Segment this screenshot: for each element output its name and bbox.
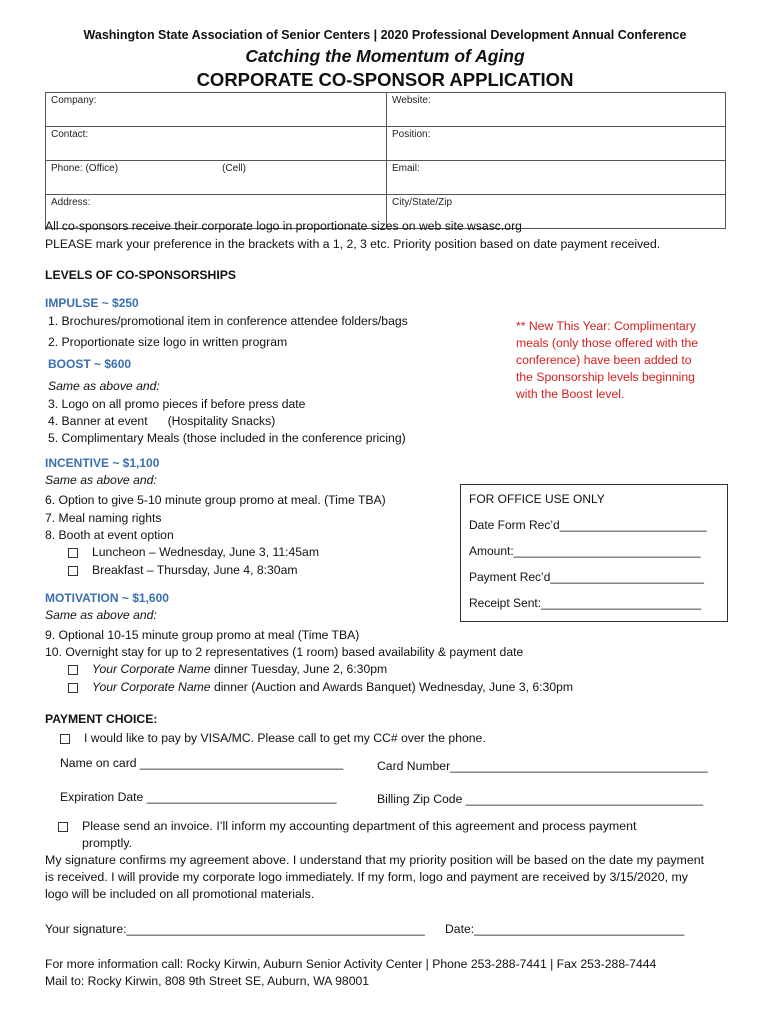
agreement-text: My signature confirms my agreement above. I understand that my priority position will be based on the date my payment is received. I will provide my corporate logo immediately. If my form, logo and payment are received by 3/15/2020, my logo will be included on all promotional materials. (45, 853, 705, 901)
visa-option[interactable]: I would like to pay by VISA/MC. Please call to get my CC# over the phone. (60, 731, 486, 745)
list-item: 1. Brochures/promotional item in conference attendee folders/bags (48, 314, 408, 328)
date-field[interactable]: Date:_______________________________ (445, 922, 685, 936)
boost-same: Same as above and: (48, 379, 160, 393)
contact-field[interactable]: Contact: (46, 127, 387, 161)
footer-mail: Mail to: Rocky Kirwin, 808 9th Street SE, Auburn, WA 98001 (45, 974, 370, 988)
motivation-title: MOTIVATION ~ $1,600 (45, 591, 169, 605)
levels-heading: LEVELS OF CO-SPONSORSHIPS (45, 268, 236, 282)
list-item: 7. Meal naming rights (45, 511, 162, 525)
office-use-box (460, 484, 728, 622)
list-item: 8. Booth at event option (45, 528, 174, 542)
date-form-received[interactable]: Date Form Rec’d______________________ (469, 518, 707, 532)
boost-title: BOOST ~ $600 (48, 357, 132, 371)
email-field[interactable]: Email: (387, 161, 726, 195)
dinner-wednesday-option[interactable]: Your Corporate Name dinner (Auction and Awards Banquet) Wednesday, June 3, 6:30pm (68, 680, 573, 694)
list-item: 5. Complimentary Meals (those included in the conference pricing) (48, 431, 406, 445)
motivation-same: Same as above and: (45, 608, 157, 622)
card-number-field[interactable]: Card Number______________________________________ (377, 759, 708, 773)
company-field[interactable]: Company: (46, 93, 387, 127)
incentive-same: Same as above and: (45, 473, 157, 487)
incentive-title: INCENTIVE ~ $1,100 (45, 456, 160, 470)
list-item: 6. Option to give 5-10 minute group promo at meal. (Time TBA) (45, 493, 386, 507)
receipt-sent[interactable]: Receipt Sent:________________________ (469, 596, 702, 610)
expiration-field[interactable]: Expiration Date ____________________________ (60, 790, 337, 804)
checkbox[interactable] (68, 548, 78, 558)
checkbox[interactable] (68, 665, 78, 675)
dinner-tuesday-option[interactable]: Your Corporate Name dinner Tuesday, June 2, 6:30pm (68, 662, 387, 676)
checkbox[interactable] (68, 683, 78, 693)
list-item: 10. Overnight stay for up to 2 representatives (1 room) based availability & payment date (45, 645, 524, 659)
name-on-card-field[interactable]: Name on card ______________________________ (60, 756, 344, 770)
checkbox[interactable] (68, 566, 78, 576)
list-item: 2. Proportionate size logo in written program (48, 335, 288, 349)
impulse-title: IMPULSE ~ $250 (45, 296, 139, 310)
phone-field[interactable]: Phone: (Office) (Cell) (46, 161, 387, 195)
breakfast-option[interactable]: Breakfast – Thursday, June 4, 8:30am (68, 563, 298, 577)
checkbox[interactable] (60, 734, 70, 744)
billing-zip-field[interactable]: Billing Zip Code ___________________________________ (377, 792, 703, 806)
list-item: 9. Optional 10-15 minute group promo at meal (Time TBA) (45, 628, 360, 642)
luncheon-option[interactable]: Luncheon – Wednesday, June 3, 11:45am (68, 545, 319, 559)
new-this-year-note: ** New This Year: Complimentary meals (only those offered with the conference) have been added to the Sponsorship levels beginning with the Boost level. (516, 319, 699, 401)
footer-info: For more information call: Rocky Kirwin, Auburn Senior Activity Center | Phone 253-288-7441 | Fax 253-288-7444 (45, 957, 657, 971)
cell-label: (Cell) (222, 163, 246, 174)
website-field[interactable]: Website: (387, 93, 726, 127)
contact-info-table (45, 92, 726, 229)
payment-received[interactable]: Payment Rec’d_______________________ (469, 570, 704, 584)
list-item: 4. Banner at event (Hospitality Snacks) (48, 414, 276, 428)
org-line: Washington State Association of Senior Centers | 2020 Professional Development Annual Conference (83, 28, 687, 42)
address-field[interactable]: Address: (46, 195, 387, 229)
invoice-option[interactable]: Please send an invoice. I’ll inform my accounting department of this agreement and process payment promptly. (58, 818, 678, 852)
payment-heading: PAYMENT CHOICE: (45, 712, 158, 726)
page-title: CORPORATE CO-SPONSOR APPLICATION (196, 69, 574, 90)
intro-line-2: PLEASE mark your preference in the brackets with a 1, 2, 3 etc. Priority position based on date payment received. (45, 237, 661, 251)
checkbox[interactable] (58, 822, 68, 832)
city-state-zip-field[interactable]: City/State/Zip (387, 195, 726, 229)
signature-field[interactable]: Your signature:____________________________________________ (45, 922, 425, 936)
position-field[interactable]: Position: (387, 127, 726, 161)
tagline: Catching the Momentum of Aging (245, 46, 525, 66)
amount-field[interactable]: Amount:____________________________ (469, 544, 701, 558)
list-item: 3. Logo on all promo pieces if before press date (48, 397, 306, 411)
intro-line-1: All co-sponsors receive their corporate logo in proportionate sizes on web site wsasc.org (45, 219, 522, 233)
office-use-title: FOR OFFICE USE ONLY (469, 492, 605, 506)
